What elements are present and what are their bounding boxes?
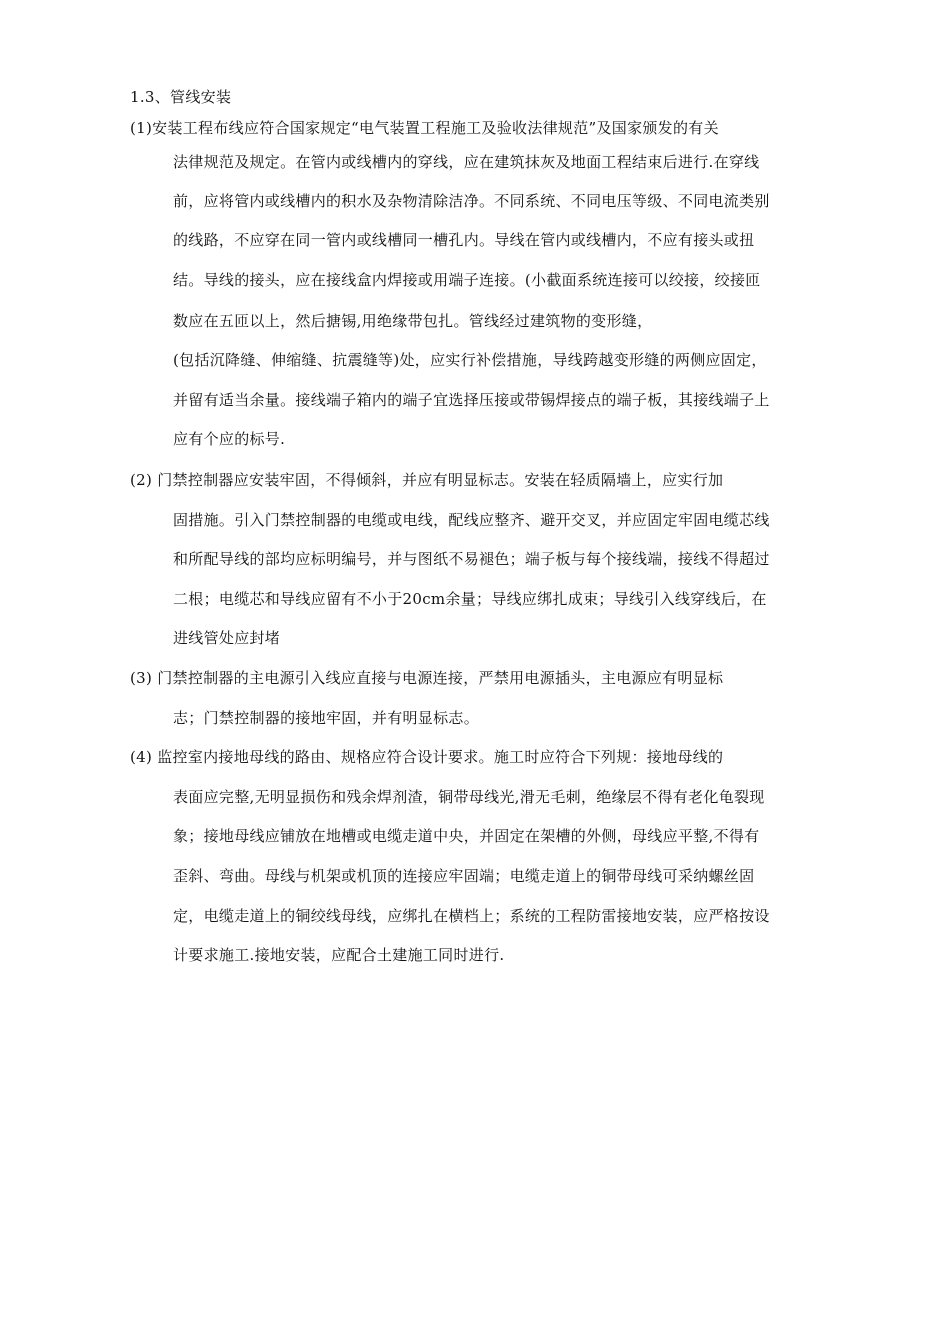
paragraph-4-line-3: 象；接地母线应铺放在地槽或电缆走道中央，并固定在架槽的外侧，母线应平整,不得有 (173, 827, 760, 845)
paragraph-1-line-1: (1)安装工程布线应符合国家规定“电气装置工程施工及验收法律规范”及国家颁发的有关 (130, 119, 719, 137)
paragraph-1-line-7: (包括沉降缝、伸缩缝、抗震缝等)处，应实行补偿措施，导线跨越变形缝的两侧应固定， (173, 351, 767, 369)
paragraph-2-line-1: (2) 门禁控制器应安装牢固，不得倾斜，并应有明显标志。安装在轻质隔墙上，应实行加 (130, 471, 724, 489)
paragraph-4-line-1: (4) 监控室内接地母线的路由、规格应符合设计要求。施工时应符合下列规：接地母线的 (130, 748, 724, 766)
paragraph-3-line-1: (3) 门禁控制器的主电源引入线应直接与电源连接，严禁用电源插头，主电源应有明显标 (130, 669, 724, 687)
paragraph-1-line-2: 法律规范及规定。在管内或线槽内的穿线，应在建筑抹灰及地面工程结束后进行.在穿线 (173, 153, 760, 171)
paragraph-1-line-5: 结。导线的接头，应在接线盒内焊接或用端子连接。(小截面系统连接可以绞接，绞接匝 (173, 271, 761, 289)
paragraph-1-line-4: 的线路，不应穿在同一管内或线槽同一槽孔内。导线在管内或线槽内，不应有接头或扭 (173, 231, 755, 249)
paragraph-4-line-5: 定，电缆走道上的铜绞线母线，应绑扎在横档上；系统的工程防雷接地安装，应严格按设 (173, 907, 770, 925)
paragraph-3-line-2: 志；门禁控制器的接地牢固，并有明显标志。 (173, 709, 480, 727)
paragraph-2-line-4: 二根；电缆芯和导线应留有不小于20cm余量；导线应绑扎成束；导线引入线穿线后，在 (173, 590, 767, 608)
paragraph-1-line-3: 前，应将管内或线槽内的积水及杂物清除洁净。不同系统、不同电压等级、不同电流类别 (173, 192, 770, 210)
section-heading: 1.3、管线安装 (130, 88, 232, 106)
paragraph-4-line-2: 表面应完整,无明显损伤和残余焊剂渣，铜带母线光,滑无毛刺，绝缘层不得有老化龟裂现 (173, 788, 765, 806)
paragraph-2-line-5: 进线管处应封堵 (173, 629, 281, 647)
paragraph-4-line-4: 歪斜、弯曲。母线与机架或机顶的连接应牢固端；电缆走道上的铜带母线可采纳螺丝固 (173, 867, 755, 885)
paragraph-2-line-2: 固措施。引入门禁控制器的电缆或电线，配线应整齐、避开交叉，并应固定牢固电缆芯线 (173, 511, 770, 529)
paragraph-2-line-3: 和所配导线的部均应标明编号，并与图纸不易褪色；端子板与每个接线端，接线不得超过 (173, 550, 770, 568)
paragraph-4-line-6: 计要求施工.接地安装，应配合土建施工同时进行. (173, 946, 505, 964)
paragraph-1-line-9: 应有个应的标号. (173, 430, 286, 448)
paragraph-1-line-8: 并留有适当余量。接线端子箱内的端子宜选择压接或带锡焊接点的端子板，其接线端子上 (173, 391, 770, 409)
paragraph-1-line-6: 数应在五匝以上，然后搪锡,用绝缘带包扎。管线经过建筑物的变形缝， (173, 312, 653, 330)
